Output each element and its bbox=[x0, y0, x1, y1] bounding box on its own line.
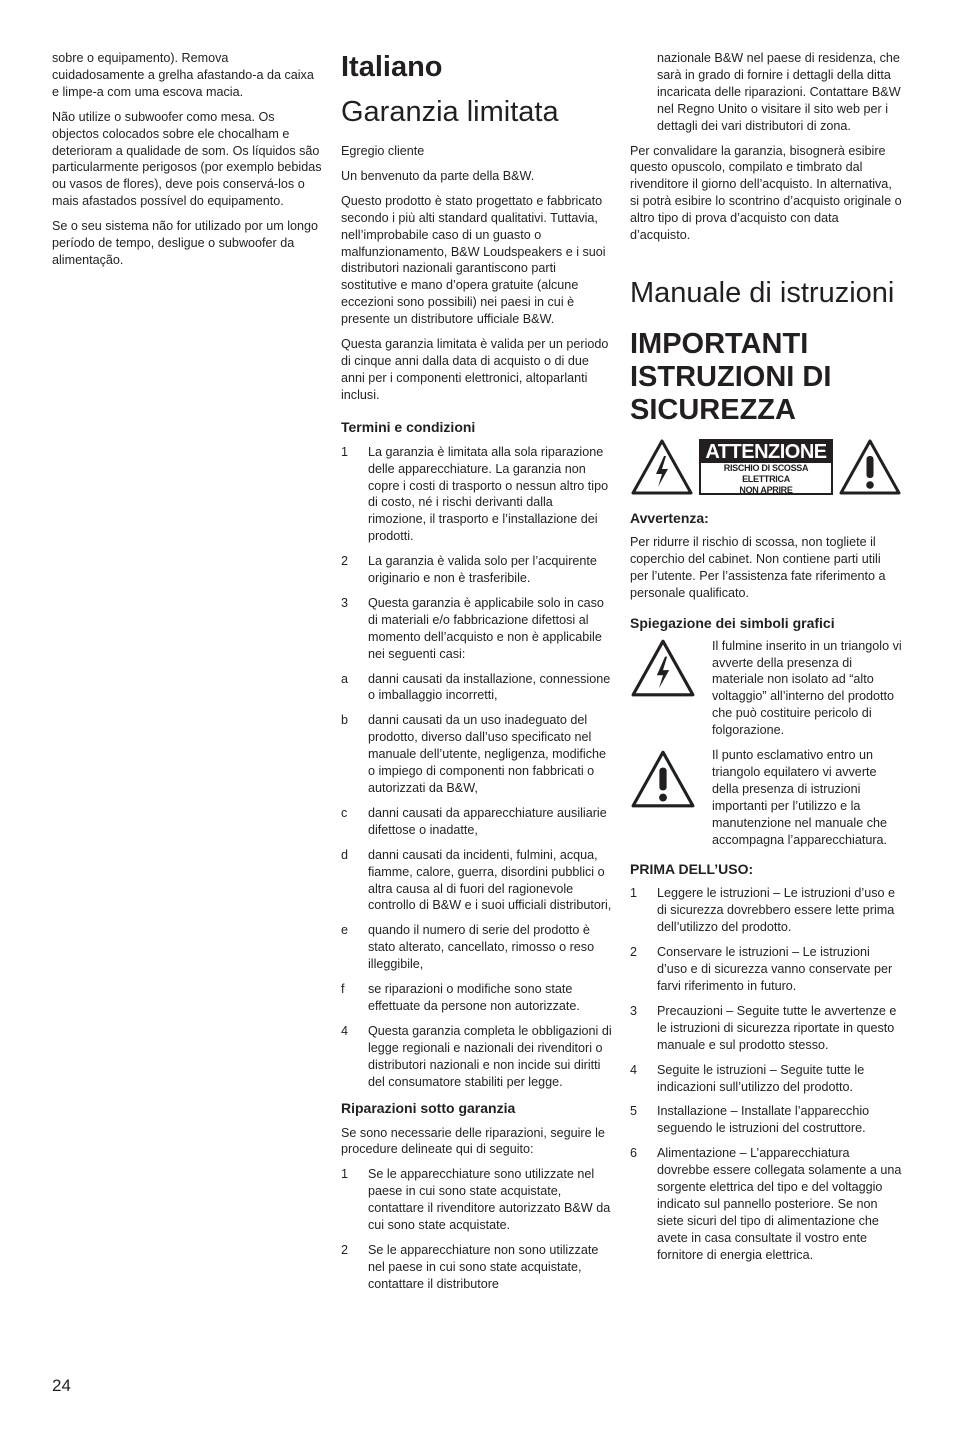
item-text: danni causati da installazione, connessione o imballaggio incorretti, bbox=[368, 671, 611, 703]
list-item bbox=[630, 1103, 902, 1137]
item-number: 1 bbox=[630, 886, 638, 901]
paragraph: Questa garanzia limitata è valida per un periodo di cinque anni dalla data di acquisto o di due anni per i componenti elettronici, altoparlanti inclusi. bbox=[341, 337, 609, 402]
symbol-explanation bbox=[630, 747, 902, 848]
paragraph: Se sono necessarie delle riparazioni, seguire le procedure delineate qui di seguito: bbox=[341, 1125, 605, 1157]
item-text: danni causati da incidenti, fulmini, acqua, fiamme, calore, guerra, disordini pubblici o altra causa al di fuori del ragionevole controllo di B&W e i suoi ufficiali distributori, bbox=[368, 847, 612, 913]
item-number: b bbox=[341, 713, 349, 728]
item-number: f bbox=[341, 982, 345, 997]
list-item bbox=[630, 944, 902, 995]
item-text: se riparazioni o modifiche sono state effettuate da persone non autorizzate. bbox=[368, 982, 580, 1013]
paragraph: Per ridurre il rischio di scossa, non togliete il coperchio del cabinet. Non contiene parti utili per l’utente. Per l’assistenza fate riferimento a personale qualificato. bbox=[630, 534, 886, 600]
lightning-triangle-icon bbox=[630, 638, 696, 698]
item-number: d bbox=[341, 847, 349, 862]
list-item bbox=[630, 1003, 902, 1054]
item-number: 2 bbox=[630, 945, 638, 960]
item-text: Questa garanzia completa le obbligazioni di legge regionali e nazionali dei rivenditori o distributori nazionali e non incide sui diritti del consumatore stabiliti per legge. bbox=[368, 1023, 612, 1089]
list-item bbox=[630, 885, 902, 936]
item-number: e bbox=[341, 923, 349, 938]
item-number: 5 bbox=[630, 1104, 638, 1119]
item-number: a bbox=[341, 671, 349, 686]
item-text: Questa garanzia è applicabile solo in caso di materiali e/o fabbricazione difettosi al momento dell’acquisto e non è applicabile nei seguenti casi: bbox=[368, 595, 604, 661]
item-text: Alimentazione – L’apparecchiatura dovrebbe essere collegata solamente a una sorgente elettrica del tipo e del voltaggio indicato sul pannello posteriore. Se non siete sicuri del tipo di alimentazione che avete in casa consultate il vostro ente fornitore di energia elettrica. bbox=[657, 1146, 902, 1262]
symbol-description: Il fulmine inserito in un triangolo vi avverte della presenza di materiale non isolato ad “alto voltaggio” all’interno del prodotto che può costituire pericolo di folgorazione. bbox=[712, 638, 902, 738]
list-item bbox=[341, 444, 613, 545]
column-portuguese bbox=[52, 50, 324, 277]
lightning-triangle-icon bbox=[630, 438, 694, 496]
paragraph: Não utilize o subwoofer como mesa. Os objectos colocados sobre ele chocalham e deterioram a qualidade de som. Os líquidos são particularmente perigosos (por exemplo bebidas ou vasos de flores), deve pois conservá-los o mais afastados possível do equipamento. bbox=[52, 109, 322, 209]
paragraph: Un benvenuto da parte della B&W. bbox=[341, 168, 535, 183]
item-text: Installazione – Installate l’apparecchio seguendo le istruzioni del costruttore. bbox=[657, 1104, 870, 1136]
symbols-heading: Spiegazione dei simboli grafici bbox=[630, 614, 835, 631]
exclamation-triangle-icon bbox=[630, 749, 696, 809]
prima-heading: PRIMA DELL’USO: bbox=[630, 861, 754, 878]
item-text: quando il numero di serie del prodotto è stato alterato, cancellato, rimosso o reso illeggibile, bbox=[368, 923, 595, 972]
warning-box bbox=[699, 439, 833, 495]
list-item bbox=[341, 595, 613, 663]
list-item bbox=[341, 553, 613, 587]
list-item bbox=[341, 1166, 613, 1234]
list-item-continuation bbox=[630, 50, 902, 135]
item-number: 6 bbox=[630, 1146, 638, 1161]
symbol-description: Il punto esclamativo entro un triangolo equilatero vi avverte della presenza di istruzioni importanti per l’utilizzo e la manutenzione nel manuale che accompagna l’apparecchiatura. bbox=[712, 748, 888, 847]
list-item bbox=[341, 922, 613, 973]
safety-title: IMPORTANTI ISTRUZIONI DI SICUREZZA bbox=[630, 327, 832, 426]
item-number: 1 bbox=[341, 444, 349, 459]
item-number: 1 bbox=[341, 1167, 349, 1182]
item-text: Conservare le istruzioni – Le istruzioni d’uso e di sicurezza vanno conservate per farvi riferimento in futuro. bbox=[657, 945, 893, 993]
list-item bbox=[341, 805, 613, 839]
warning-title: ATTENZIONE bbox=[701, 441, 831, 463]
warning-line: NON APRIRE bbox=[739, 484, 793, 495]
language-heading: Italiano bbox=[341, 51, 443, 83]
item-text: Seguite le istruzioni – Seguite tutte le indicazioni sull’utilizzo del prodotto. bbox=[657, 1062, 865, 1094]
column-safety bbox=[630, 50, 902, 1272]
avvertenza-heading: Avvertenza: bbox=[630, 509, 709, 526]
list-item bbox=[630, 1145, 902, 1263]
list-item bbox=[341, 712, 613, 797]
list-item bbox=[341, 847, 613, 915]
item-number: c bbox=[341, 805, 348, 820]
list-item bbox=[341, 981, 613, 1015]
warning-label bbox=[630, 437, 902, 497]
item-number: 3 bbox=[341, 595, 349, 610]
warning-text bbox=[701, 463, 831, 496]
item-number: 4 bbox=[630, 1062, 638, 1077]
item-text: Se le apparecchiature sono utilizzate nel paese in cui sono state acquistate, contattare il rivenditore autorizzato B&W da cui sono state acquistate. bbox=[368, 1167, 611, 1233]
list-item bbox=[630, 1062, 902, 1096]
item-text: danni causati da apparecchiature ausiliarie difettose o inadatte, bbox=[368, 805, 607, 837]
item-text: La garanzia è limitata alla sola riparazione delle apparecchiature. La garanzia non copre i costi di trasporto o nessun altro tipo di costo, né i rischi derivanti dalla rimozione, il trasporto e l’installazione dei prodotti. bbox=[368, 444, 609, 544]
paragraph: Per convalidare la garanzia, bisognerà esibire questo opuscolo, compilato e timbrato dal rivenditore il giorno dell’acquisto. In alternativa, si potrà esibire lo scontrino d’acquisto originale o altro tipo di prova d’acquisto con data d’acquisto. bbox=[630, 143, 902, 243]
manual-title: Manuale di istruzioni bbox=[630, 276, 895, 309]
item-number: 2 bbox=[341, 1242, 349, 1257]
repairs-heading: Riparazioni sotto garanzia bbox=[341, 1099, 516, 1116]
item-text: Se le apparecchiature non sono utilizzate nel paese in cui sono state acquistate, contattare il distributore bbox=[368, 1242, 599, 1291]
paragraph: Se o seu sistema não for utilizado por um longo período de tempo, desligue o subwoofer da alimentação. bbox=[52, 219, 319, 267]
warranty-title: Garanzia limitata bbox=[341, 96, 559, 128]
item-number: 3 bbox=[630, 1003, 638, 1018]
list-item bbox=[341, 671, 613, 705]
symbol-explanation bbox=[630, 638, 902, 739]
item-number: 2 bbox=[341, 554, 349, 569]
item-number: 4 bbox=[341, 1023, 349, 1038]
column-warranty bbox=[341, 50, 613, 1301]
terms-heading: Termini e condizioni bbox=[341, 418, 476, 435]
warning-line: RISCHIO DI SCOSSA ELETTRICA bbox=[723, 462, 809, 484]
exclamation-triangle-icon bbox=[838, 438, 902, 496]
paragraph: Questo prodotto è stato progettato e fabbricato secondo i più alti standard qualitativi. Tuttavia, nell’improbabile caso di un guasto o malfunzionamento, B&W Loudspeakers e i suoi distributori nazionali garantiscono parti sostitutive e mano d’opera gratuite (alcune eccezioni sono possibili) nei paesi in cui è presente un distributore ufficiale B&W. bbox=[341, 193, 606, 327]
paragraph: Egregio cliente bbox=[341, 144, 425, 158]
item-text: nazionale B&W nel paese di residenza, che sarà in grado di fornire i dettagli della ditta incaricata delle riparazioni. Contattare B&W nel Regno Unito o visitare il sito web per i dettagli dei vari distributori di zona. bbox=[657, 51, 901, 133]
item-text: danni causati da un uso inadeguato del prodotto, diverso dall’uso specificato nel manuale dell’utente, negligenza, modifiche o impiego di componenti non fabbricati o autorizzati da B&W, bbox=[368, 713, 607, 795]
item-text: La garanzia è valida solo per l’acquirente originario e non è trasferibile. bbox=[368, 554, 597, 586]
item-text: Precauzioni – Seguite tutte le avvertenze e le istruzioni di sicurezza riportate in questo manuale e sul prodotto stesso. bbox=[657, 1003, 897, 1052]
list-item bbox=[341, 1023, 613, 1091]
item-text: Leggere le istruzioni – Le istruzioni d’uso e di sicurezza dovrebbero essere lette prima dell’utilizzo del prodotto. bbox=[657, 886, 896, 935]
list-item bbox=[341, 1242, 613, 1293]
paragraph: sobre o equipamento). Remova cuidadosamente a grelha afastando-a da caixa e limpe-a com uma escova macia. bbox=[52, 51, 314, 99]
page-number: 24 bbox=[52, 1376, 71, 1395]
